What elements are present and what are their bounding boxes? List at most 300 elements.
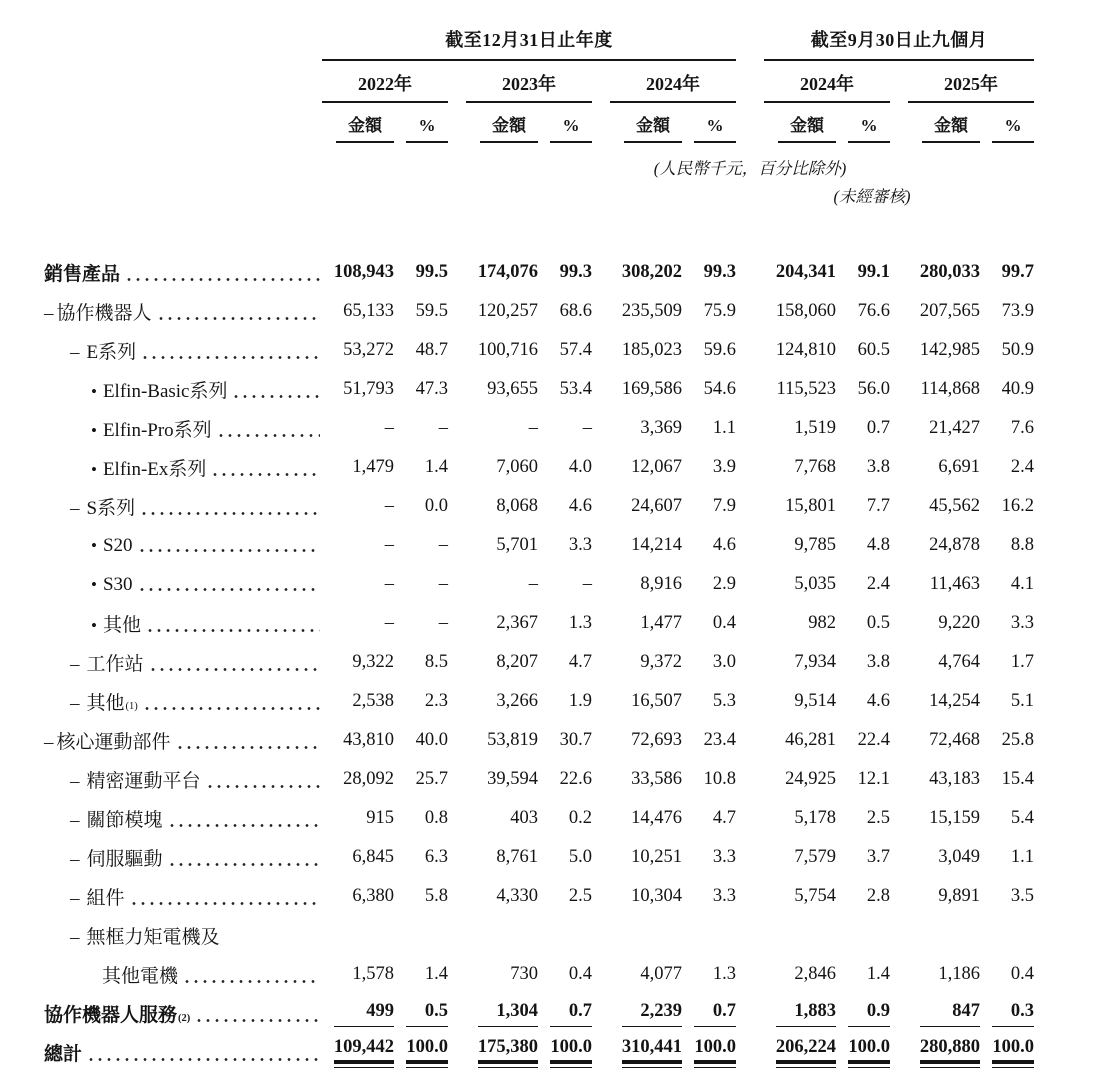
table-cell: 28,092 bbox=[343, 769, 394, 789]
table-cell bbox=[764, 1033, 836, 1069]
percent-header: % bbox=[992, 116, 1034, 143]
table-cell: 4.6 bbox=[712, 535, 736, 555]
column-gap bbox=[592, 916, 610, 955]
table-cell: 5,035 bbox=[794, 574, 836, 594]
table-row bbox=[44, 955, 1034, 994]
table-cell: 72,468 bbox=[929, 730, 980, 750]
dot-leaders bbox=[170, 823, 320, 828]
cell-value: 206,224 bbox=[776, 1037, 836, 1064]
table-cell: 100,716 bbox=[477, 340, 538, 360]
row-label bbox=[44, 565, 322, 604]
column-gap bbox=[736, 526, 764, 565]
table-cell: – bbox=[384, 535, 394, 555]
column-gap bbox=[736, 487, 764, 526]
dot-leaders bbox=[185, 979, 320, 984]
table-cell: 3.0 bbox=[712, 652, 736, 672]
percent-header: % bbox=[550, 116, 592, 143]
column-gap bbox=[736, 799, 764, 838]
column-gap bbox=[448, 526, 466, 565]
row-label-text: S30 bbox=[102, 573, 133, 595]
column-gap bbox=[890, 60, 908, 102]
table-cell: 5,701 bbox=[496, 535, 538, 555]
column-gap bbox=[592, 1033, 610, 1069]
table-cell: 108,943 bbox=[333, 262, 394, 282]
row-label bbox=[44, 760, 322, 799]
row-label-text: 工作站 bbox=[86, 654, 144, 675]
table-cell bbox=[394, 994, 448, 1033]
row-label-text: 關節模塊 bbox=[86, 810, 163, 831]
column-gap bbox=[890, 370, 908, 409]
dot-leaders bbox=[197, 1018, 320, 1023]
row-label-text: 伺服驅動 bbox=[86, 849, 163, 870]
table-row bbox=[44, 994, 1034, 1033]
row-prefix: – bbox=[70, 888, 80, 909]
row-label-text: S系列 bbox=[86, 498, 136, 519]
table-cell: 4.6 bbox=[568, 496, 592, 516]
column-gap bbox=[592, 409, 610, 448]
table-cell: 8,207 bbox=[496, 652, 538, 672]
cell-value: 100.0 bbox=[550, 1037, 592, 1064]
row-label-text: 精密運動平台 bbox=[86, 771, 201, 792]
table-cell bbox=[394, 916, 448, 955]
table-cell: 47.3 bbox=[415, 379, 448, 399]
table-cell: 3.3 bbox=[1010, 613, 1035, 633]
table-row bbox=[44, 487, 1034, 526]
table-cell: 3.7 bbox=[866, 847, 890, 867]
dot-leaders bbox=[151, 667, 320, 672]
table-cell: 2,846 bbox=[794, 964, 836, 984]
column-gap bbox=[736, 292, 764, 331]
table-cell: 40.9 bbox=[1001, 379, 1035, 399]
amount-header: 金額 bbox=[922, 111, 980, 143]
table-row bbox=[44, 799, 1034, 838]
table-cell: – bbox=[384, 613, 394, 633]
table-cell: 915 bbox=[366, 808, 394, 828]
row-label-text: Elfin-Ex系列 bbox=[102, 459, 207, 480]
table-cell: 9,220 bbox=[938, 613, 980, 633]
column-gap bbox=[890, 448, 908, 487]
unaudited-note: (未經審核) bbox=[833, 187, 911, 206]
column-gap bbox=[736, 643, 764, 682]
column-gap bbox=[736, 448, 764, 487]
table-cell: 33,586 bbox=[631, 769, 682, 789]
row-label-text: 組件 bbox=[86, 888, 125, 909]
table-cell: 57.4 bbox=[559, 340, 592, 360]
column-gap bbox=[448, 838, 466, 877]
dot-leaders bbox=[178, 745, 320, 750]
table-cell: 1,519 bbox=[794, 418, 836, 438]
table-cell: 2,367 bbox=[496, 613, 538, 633]
column-gap bbox=[890, 955, 908, 994]
table-cell: 59.6 bbox=[703, 340, 736, 360]
dot-leaders bbox=[148, 628, 320, 633]
table-cell: 4,077 bbox=[640, 964, 682, 984]
table-cell: 2.4 bbox=[866, 574, 890, 594]
table-row bbox=[44, 721, 1034, 760]
table-cell bbox=[538, 994, 592, 1033]
row-label bbox=[44, 877, 322, 916]
row-prefix: – bbox=[70, 498, 80, 519]
row-label-text: 其他 bbox=[86, 693, 125, 714]
table-cell: 1.3 bbox=[712, 964, 736, 984]
row-label bbox=[44, 916, 322, 955]
row-prefix: – bbox=[70, 849, 80, 870]
table-header bbox=[44, 26, 1034, 253]
year-9m-2024: 2024年 bbox=[764, 60, 890, 102]
column-gap bbox=[890, 487, 908, 526]
table-cell bbox=[610, 1033, 682, 1069]
dot-leaders bbox=[159, 316, 320, 321]
year-row bbox=[44, 60, 1034, 102]
table-row bbox=[44, 643, 1034, 682]
table-cell: 0.0 bbox=[424, 496, 448, 516]
table-cell: 24,878 bbox=[929, 535, 980, 555]
table-row bbox=[44, 565, 1034, 604]
table-cell: 7,060 bbox=[496, 457, 538, 477]
dot-leaders bbox=[140, 587, 320, 592]
table-cell: 6,380 bbox=[352, 886, 394, 906]
column-gap bbox=[448, 760, 466, 799]
table-cell: – bbox=[582, 418, 592, 438]
amount-header: 金額 bbox=[624, 111, 682, 143]
column-gap bbox=[736, 760, 764, 799]
table-cell: 76.6 bbox=[857, 301, 890, 321]
table-cell: 2.5 bbox=[568, 886, 592, 906]
table-cell: 8,068 bbox=[496, 496, 538, 516]
column-gap bbox=[592, 253, 610, 292]
table-cell: 53.4 bbox=[559, 379, 592, 399]
table-cell: 14,476 bbox=[631, 808, 682, 828]
table-cell: 7,579 bbox=[794, 847, 836, 867]
table-cell: 75.9 bbox=[703, 301, 736, 321]
percent-header: % bbox=[694, 116, 736, 143]
row-prefix: – bbox=[70, 927, 80, 948]
table-cell: 56.0 bbox=[857, 379, 890, 399]
table-cell: 6,691 bbox=[938, 457, 980, 477]
table-cell: 9,322 bbox=[352, 652, 394, 672]
year-9m-2025: 2025年 bbox=[908, 60, 1034, 102]
table-row bbox=[44, 526, 1034, 565]
cell-value: 280,880 bbox=[920, 1037, 980, 1064]
table-cell bbox=[682, 916, 736, 955]
table-cell: 5.3 bbox=[712, 691, 736, 711]
table-cell: 204,341 bbox=[775, 262, 836, 282]
table-cell: 9,514 bbox=[794, 691, 836, 711]
table-cell bbox=[466, 916, 538, 955]
table-cell: 1,186 bbox=[938, 964, 980, 984]
table-cell: 3,369 bbox=[640, 418, 682, 438]
table-cell: 1,479 bbox=[352, 457, 394, 477]
dot-leaders bbox=[145, 706, 320, 711]
table-cell bbox=[682, 994, 736, 1033]
table-cell bbox=[394, 1033, 448, 1069]
table-row bbox=[44, 448, 1034, 487]
table-cell: 142,985 bbox=[919, 340, 980, 360]
table-cell: 3,266 bbox=[496, 691, 538, 711]
table-cell: 22.6 bbox=[559, 769, 592, 789]
table-cell: 5,754 bbox=[794, 886, 836, 906]
table-row bbox=[44, 916, 1034, 955]
row-prefix: • bbox=[91, 535, 97, 555]
year-2023: 2023年 bbox=[466, 60, 592, 102]
table-cell: 0.7 bbox=[866, 418, 890, 438]
cell-value: 109,442 bbox=[334, 1037, 394, 1064]
table-cell: 16,507 bbox=[631, 691, 682, 711]
column-gap bbox=[592, 292, 610, 331]
row-label-text: 核心運動部件 bbox=[56, 732, 171, 753]
table-cell: 68.6 bbox=[559, 301, 592, 321]
row-label bbox=[44, 448, 322, 487]
column-gap bbox=[448, 102, 466, 143]
table-cell: 53,272 bbox=[343, 340, 394, 360]
table-cell: 4.6 bbox=[866, 691, 890, 711]
table-cell: 43,810 bbox=[343, 730, 394, 750]
table-cell: 50.9 bbox=[1001, 340, 1035, 360]
table-cell: 4.7 bbox=[568, 652, 592, 672]
row-prefix: • bbox=[91, 460, 97, 479]
table-cell: 73.9 bbox=[1001, 301, 1035, 321]
table-cell: 12,067 bbox=[631, 457, 682, 477]
column-gap bbox=[890, 526, 908, 565]
table-cell: 0.8 bbox=[424, 808, 448, 828]
table-cell: 2.3 bbox=[424, 691, 448, 711]
table-cell: 6.3 bbox=[424, 847, 448, 867]
table-cell: 7.9 bbox=[712, 496, 736, 516]
row-prefix: – bbox=[70, 342, 80, 363]
dot-leaders bbox=[219, 433, 320, 438]
table-cell bbox=[908, 1033, 980, 1069]
table-row bbox=[44, 253, 1034, 292]
row-prefix: • bbox=[91, 382, 97, 401]
table-cell: 11,463 bbox=[929, 574, 980, 594]
table-cell: – bbox=[384, 418, 394, 438]
table-cell: 40.0 bbox=[415, 730, 448, 750]
cell-value: 499 bbox=[334, 1001, 394, 1027]
row-label-text: 協作機器人 bbox=[56, 303, 152, 324]
table-cell: 3.3 bbox=[712, 847, 736, 867]
table-cell: 0.4 bbox=[568, 964, 592, 984]
row-label-text: 其他 bbox=[102, 615, 141, 636]
table-cell: 1.1 bbox=[712, 418, 736, 438]
amount-header: 金額 bbox=[778, 111, 836, 143]
column-gap bbox=[736, 253, 764, 292]
table-cell: 1.3 bbox=[568, 613, 592, 633]
table-cell: 8,761 bbox=[496, 847, 538, 867]
table-row bbox=[44, 604, 1034, 643]
unaudited-note-row bbox=[44, 179, 1034, 207]
column-gap bbox=[736, 682, 764, 721]
table-cell: 24,607 bbox=[631, 496, 682, 516]
column-gap bbox=[890, 799, 908, 838]
column-gap bbox=[592, 799, 610, 838]
column-gap bbox=[448, 799, 466, 838]
table-cell bbox=[836, 1033, 890, 1069]
column-gap bbox=[890, 643, 908, 682]
cell-value: 2,239 bbox=[622, 1001, 682, 1027]
table-cell: 2.9 bbox=[712, 574, 736, 594]
table-cell: 0.5 bbox=[866, 613, 890, 633]
dot-leaders bbox=[142, 511, 320, 516]
row-prefix: – bbox=[70, 810, 80, 831]
dot-leaders bbox=[170, 862, 320, 867]
table-cell: 15.4 bbox=[1001, 769, 1035, 789]
row-label-text: S20 bbox=[102, 534, 133, 556]
row-label bbox=[44, 838, 322, 877]
cell-value: 100.0 bbox=[694, 1037, 736, 1064]
table-cell: 0.2 bbox=[568, 808, 592, 828]
table-cell: 4,330 bbox=[496, 886, 538, 906]
table-cell: 169,586 bbox=[621, 379, 682, 399]
period-group-annual: 截至12月31日止年度 bbox=[322, 26, 736, 60]
table-cell: 0.4 bbox=[712, 613, 736, 633]
table-row bbox=[44, 877, 1034, 916]
table-cell: 1.4 bbox=[866, 964, 890, 984]
cell-value: 0.5 bbox=[406, 1001, 448, 1027]
table-cell: 8.5 bbox=[424, 652, 448, 672]
table-cell: 59.5 bbox=[415, 301, 448, 321]
row-label bbox=[44, 1033, 322, 1069]
row-prefix: – bbox=[70, 771, 80, 792]
table-cell: 1.4 bbox=[424, 457, 448, 477]
cell-value: 100.0 bbox=[992, 1037, 1034, 1064]
table-cell: 403 bbox=[510, 808, 538, 828]
table-cell: 16.2 bbox=[1001, 496, 1035, 516]
table-cell: 99.7 bbox=[1001, 262, 1035, 282]
row-prefix: – bbox=[70, 693, 80, 714]
dot-leaders bbox=[213, 472, 320, 477]
dot-leaders bbox=[208, 784, 320, 789]
period-group-nine-months: 截至9月30日止九個月 bbox=[764, 26, 1034, 60]
column-gap bbox=[736, 838, 764, 877]
column-gap bbox=[592, 102, 610, 143]
column-gap bbox=[736, 26, 764, 60]
column-gap bbox=[890, 331, 908, 370]
cell-value: 847 bbox=[920, 1001, 980, 1027]
column-gap bbox=[890, 253, 908, 292]
table-cell: 114,868 bbox=[920, 379, 980, 399]
column-gap bbox=[448, 292, 466, 331]
column-gap bbox=[592, 604, 610, 643]
column-gap bbox=[592, 760, 610, 799]
revenue-breakdown-table bbox=[44, 26, 1034, 1069]
row-label bbox=[44, 331, 322, 370]
table-cell bbox=[610, 994, 682, 1033]
table-cell: 99.3 bbox=[559, 262, 592, 282]
amount-header: 金額 bbox=[480, 111, 538, 143]
table-cell: 93,655 bbox=[487, 379, 538, 399]
table-cell bbox=[682, 1033, 736, 1069]
table-cell: 48.7 bbox=[415, 340, 448, 360]
period-group-row bbox=[44, 26, 1034, 60]
column-gap bbox=[448, 1033, 466, 1069]
table-cell: 7.7 bbox=[866, 496, 890, 516]
table-cell: 1.7 bbox=[1010, 652, 1035, 672]
table-cell: 2.8 bbox=[866, 886, 890, 906]
table-cell: 4.7 bbox=[712, 808, 736, 828]
row-label bbox=[44, 370, 322, 409]
dot-leaders bbox=[89, 1057, 320, 1062]
cell-value: 0.7 bbox=[550, 1001, 592, 1027]
column-gap bbox=[592, 565, 610, 604]
column-gap bbox=[890, 682, 908, 721]
column-gap bbox=[890, 102, 908, 143]
column-gap bbox=[592, 487, 610, 526]
table-body bbox=[44, 253, 1034, 1069]
table-cell: 5.4 bbox=[1010, 808, 1035, 828]
row-label: 協作機器人服務 (2) bbox=[44, 994, 322, 1033]
column-gap bbox=[592, 721, 610, 760]
row-label bbox=[44, 721, 322, 760]
table-row bbox=[44, 1033, 1034, 1069]
table-row bbox=[44, 331, 1034, 370]
row-label: – 其他 (1) bbox=[44, 682, 322, 721]
cell-value: 0.7 bbox=[694, 1001, 736, 1027]
column-gap bbox=[890, 565, 908, 604]
cell-value: 0.9 bbox=[848, 1001, 890, 1027]
table-cell bbox=[980, 1033, 1034, 1069]
table-cell: 3.9 bbox=[712, 457, 736, 477]
column-gap bbox=[448, 955, 466, 994]
column-gap bbox=[592, 526, 610, 565]
table-cell: 1.1 bbox=[1010, 847, 1035, 867]
column-gap bbox=[890, 994, 908, 1033]
table-cell: 14,254 bbox=[929, 691, 980, 711]
column-gap bbox=[592, 955, 610, 994]
cell-value: 1,304 bbox=[478, 1001, 538, 1027]
cell-value: 175,380 bbox=[478, 1037, 538, 1064]
table-cell: 1,477 bbox=[640, 613, 682, 633]
cell-value: 310,441 bbox=[622, 1037, 682, 1064]
column-gap bbox=[448, 487, 466, 526]
dot-leaders bbox=[143, 355, 320, 360]
table-cell: 43,183 bbox=[929, 769, 980, 789]
row-label bbox=[44, 292, 322, 331]
column-gap bbox=[890, 877, 908, 916]
row-prefix: • bbox=[91, 421, 97, 440]
table-cell: 158,060 bbox=[775, 301, 836, 321]
column-gap bbox=[890, 1033, 908, 1069]
table-cell: 99.5 bbox=[415, 262, 448, 282]
table-cell bbox=[908, 916, 980, 955]
table-cell: 3.8 bbox=[866, 652, 890, 672]
column-gap bbox=[448, 448, 466, 487]
table-cell bbox=[836, 994, 890, 1033]
table-row bbox=[44, 838, 1034, 877]
column-gap bbox=[736, 60, 764, 102]
table-row bbox=[44, 682, 1034, 721]
column-gap bbox=[592, 60, 610, 102]
table-cell bbox=[466, 1033, 538, 1069]
row-label-text: 無框力矩電機及 bbox=[86, 927, 220, 948]
row-label bbox=[44, 604, 322, 643]
column-gap bbox=[448, 604, 466, 643]
percent-header: % bbox=[406, 116, 448, 143]
amount-header: 金額 bbox=[336, 111, 394, 143]
column-gap bbox=[736, 409, 764, 448]
percent-header: % bbox=[848, 116, 890, 143]
table-cell: 3.3 bbox=[568, 535, 592, 555]
table-cell bbox=[836, 916, 890, 955]
table-cell: 235,509 bbox=[621, 301, 682, 321]
cell-value: 100.0 bbox=[848, 1037, 890, 1064]
dot-leaders bbox=[140, 548, 320, 553]
table-cell: 124,810 bbox=[775, 340, 836, 360]
column-gap bbox=[448, 409, 466, 448]
table-cell: – bbox=[438, 535, 448, 555]
table-cell bbox=[322, 994, 394, 1033]
column-gap bbox=[448, 916, 466, 955]
column-gap bbox=[890, 760, 908, 799]
